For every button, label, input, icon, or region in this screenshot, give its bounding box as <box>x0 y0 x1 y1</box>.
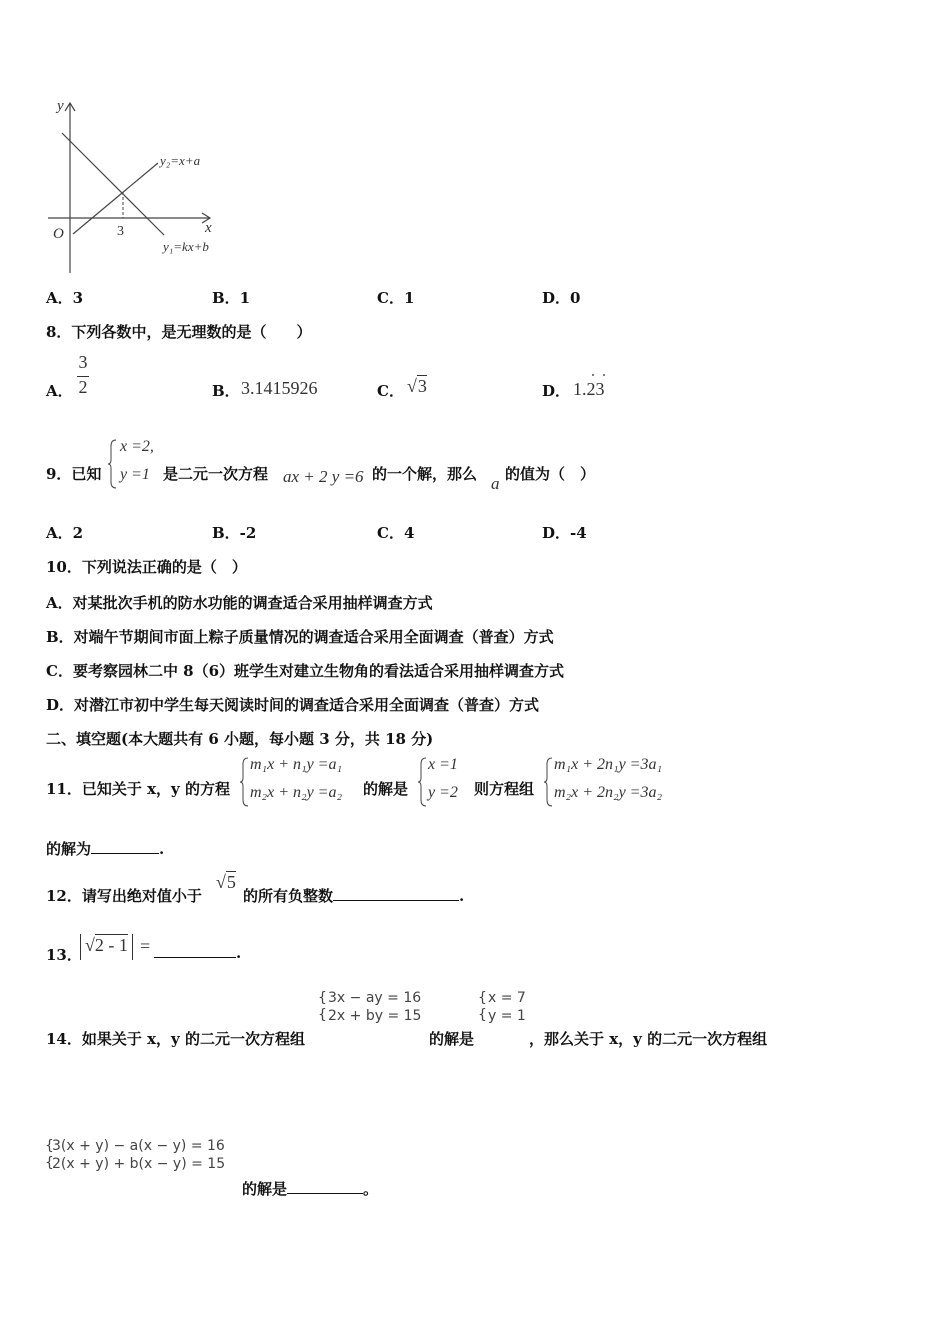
q14-system-2 <box>478 990 533 1030</box>
q11-system-3-row-2: m₂x + 2n₂y =3a₂ <box>554 784 663 801</box>
q8-option-a-label: A． <box>46 382 73 400</box>
left-brace-icon: { <box>45 1138 54 1154</box>
q14-system-3 <box>45 1138 245 1178</box>
tick-3-label: 3 <box>117 224 124 239</box>
q10-option-b: B．对端午节期间市面上粽子质量情况的调查适合采用全面调查（普查）方式 <box>46 628 554 646</box>
q9-lead: 9．已知 <box>46 465 102 483</box>
q8-option-b-label: B． <box>212 382 240 400</box>
q11-lead: 11．已知关于 x，y 的方程 <box>46 780 230 798</box>
q9-option-c: C．4 <box>377 524 415 542</box>
q11-system-1 <box>240 756 360 808</box>
left-brace-icon <box>544 756 554 808</box>
q14-tail: ，那么关于 x，y 的二元一次方程组 <box>529 1030 768 1048</box>
q9-equation: ax + 2 y =6 <box>283 467 364 486</box>
left-brace-icon <box>418 756 428 808</box>
q9-variable: a <box>491 474 500 493</box>
q10-option-d: D．对潜江市初中学生每天阅读时间的调查适合采用全面调查（普查）方式 <box>46 696 540 714</box>
answer-blank[interactable] <box>154 957 236 958</box>
origin-label: O <box>53 226 64 242</box>
section-2-heading: 二、填空题(本大题共有 6 小题，每小题 3 分，共 18 分) <box>46 730 434 748</box>
q12-tail-line <box>243 885 464 906</box>
answer-blank[interactable] <box>91 853 159 854</box>
q10-option-c: C．要考察园林二中 8（6）班学生对建立生物角的看法适合采用抽样调查方式 <box>46 662 565 680</box>
q7-option-c: C．1 <box>377 289 415 307</box>
q11-answer-line <box>46 838 164 859</box>
q7-option-b: B．1 <box>212 289 251 307</box>
q13-end: . <box>236 944 242 962</box>
q8-option-d-value: 1.23 <box>573 379 605 399</box>
q11-answer-tail: . <box>159 840 165 858</box>
q14-system-3-row-2: 2(x + y) + b(x − y) = 15 <box>52 1156 226 1172</box>
q9-mid-text: 是二元一次方程 <box>163 465 269 483</box>
line-y1 <box>62 133 164 235</box>
q9-system-row-1: x =2, <box>120 438 154 455</box>
sqrt-sign-icon: √ <box>407 376 417 396</box>
answer-blank[interactable] <box>287 1193 363 1194</box>
q8-stem: 8．下列各数中，是无理数的是（ ） <box>46 323 312 341</box>
left-brace-icon: { <box>318 990 327 1006</box>
left-brace-icon: { <box>478 990 487 1006</box>
sqrt-sign-icon: √ <box>85 935 95 956</box>
answer-blank[interactable] <box>333 900 459 901</box>
q8-option-d-label: D． <box>542 382 571 400</box>
q11-system-1-row-1: m₁x + n₁y =a₁ <box>250 756 343 773</box>
q8-fraction <box>74 352 92 402</box>
q11-system-1-row-2: m₂x + n₂y =a₂ <box>250 784 343 801</box>
q13-answer-line <box>154 944 241 962</box>
left-brace-icon <box>240 756 250 808</box>
q8-option-c-label: C． <box>377 382 404 400</box>
q14-system-2-row-2: y = 1 <box>488 1008 526 1024</box>
q10-option-a: A．对某批次手机的防水功能的调查适合采用抽样调查方式 <box>46 594 433 612</box>
left-brace-icon: { <box>318 1007 327 1023</box>
q11-system-3-row-1: m₁x + 2n₁y =3a₁ <box>554 756 663 773</box>
q9-tail: 的值为（ ） <box>505 465 596 483</box>
q12-end: . <box>459 887 465 905</box>
left-brace-icon: { <box>478 1007 487 1023</box>
q14-answer-tail: 。 <box>363 1180 379 1198</box>
sqrt-sign-icon: √ <box>216 872 226 892</box>
q13-lead: 13． <box>46 946 82 964</box>
q12-radical <box>216 872 236 893</box>
q11-system-3 <box>544 756 684 808</box>
y-axis-label: y <box>57 98 64 114</box>
q14-answer-line <box>242 1178 378 1199</box>
q10-stem: 10．下列说法正确的是（ ） <box>46 558 247 576</box>
q14-system-1 <box>318 990 428 1030</box>
q7-option-a: A．3 <box>46 289 84 307</box>
q14-system-2-row-1: x = 7 <box>488 990 526 1006</box>
abs-bar-icon <box>132 934 133 960</box>
q9-mid-text-2: 的一个解，那么 <box>372 465 478 483</box>
q11-system-2 <box>418 756 468 808</box>
q12-tail: 的所有负整数 <box>243 887 334 905</box>
q12-lead: 12．请写出绝对值小于 <box>46 887 202 905</box>
q8-fraction-numerator: 3 <box>78 352 88 372</box>
q9-option-d: D．-4 <box>542 524 587 542</box>
q9-system-row-2: y =1 <box>120 466 150 483</box>
q11-system-2-row-1: x =1 <box>428 756 458 773</box>
q11-mid-text: 的解是 <box>363 780 409 798</box>
q8-fraction-denominator: 2 <box>78 377 88 397</box>
q14-system-3-row-1: 3(x + y) − a(x − y) = 16 <box>52 1138 225 1154</box>
q13-equals: = <box>140 936 151 956</box>
q13-expression: 2 - 1 <box>94 935 128 956</box>
q8-option-b-value: 3.1415926 <box>241 378 318 398</box>
q14-system-1-row-2: 2x + by = 15 <box>328 1008 422 1024</box>
q14-answer-lead: 的解是 <box>242 1180 288 1198</box>
q11-system-2-row-2: y =2 <box>428 784 458 801</box>
repeating-dot-icon <box>592 374 594 376</box>
x-axis-label: x <box>205 220 212 236</box>
line-y2-label: y₂=x+a <box>160 153 201 168</box>
q12-radicand: 5 <box>226 872 236 892</box>
line-y1-label: y₁=kx+b <box>163 239 209 254</box>
q13-abs-expression <box>80 934 133 960</box>
line-y2 <box>73 163 158 234</box>
q9-option-b: B．-2 <box>212 524 257 542</box>
left-brace-icon <box>108 438 118 490</box>
q11-mid-text-2: 则方程组 <box>474 780 535 798</box>
q7-option-d: D．0 <box>542 289 581 307</box>
repeating-dot-icon <box>603 374 605 376</box>
q14-lead: 14．如果关于 x，y 的二元一次方程组 <box>46 1030 305 1048</box>
q8-option-c-radical <box>407 376 427 397</box>
q14-system-1-row-1: 3x − ay = 16 <box>328 990 422 1006</box>
left-brace-icon: { <box>45 1155 54 1171</box>
q9-system <box>108 438 168 490</box>
q8-option-c-radicand: 3 <box>417 376 427 396</box>
q14-mid-text: 的解是 <box>429 1030 475 1048</box>
function-graph <box>40 95 230 280</box>
q9-option-a: A．2 <box>46 524 84 542</box>
q11-answer-lead: 的解为 <box>46 840 92 858</box>
abs-bar-icon <box>80 934 81 960</box>
